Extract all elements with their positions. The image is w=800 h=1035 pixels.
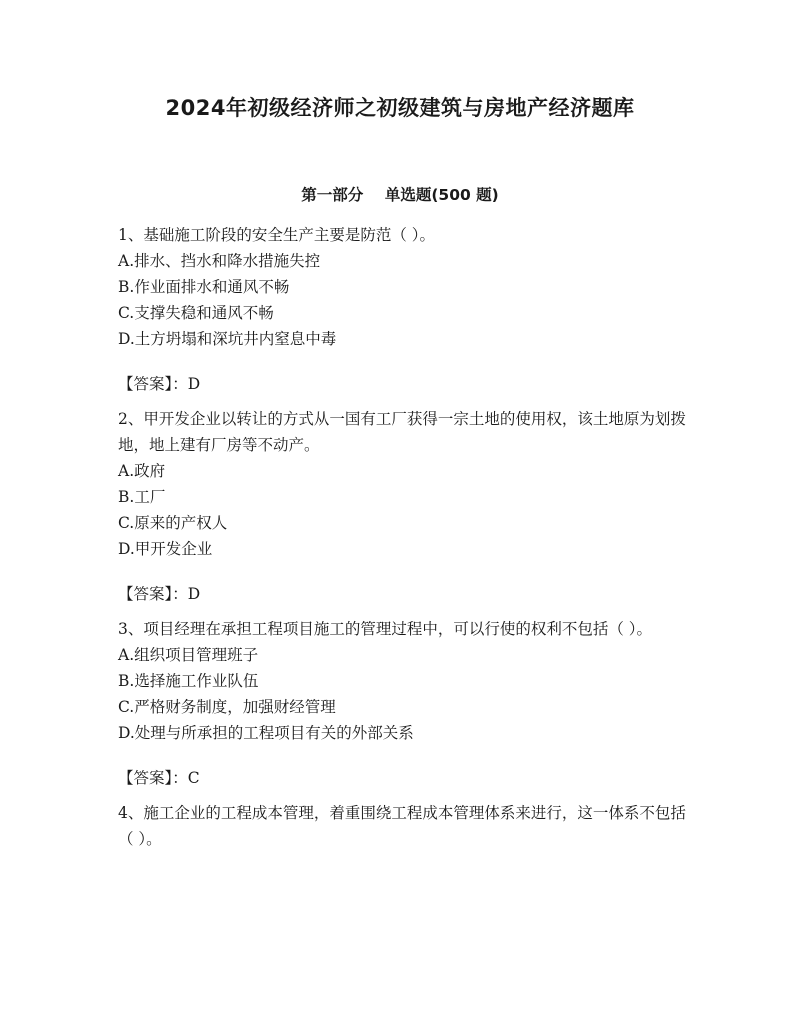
- question-option: A.排水、挡水和降水措施失控: [118, 252, 321, 270]
- question-item: [118, 800, 688, 852]
- question-stem: 1、基础施工阶段的安全生产主要是防范（ ）。: [118, 226, 436, 244]
- question-option: D.处理与所承担的工程项目有关的外部关系: [118, 724, 414, 742]
- question-item: [118, 406, 688, 607]
- answer-value: D: [187, 585, 201, 603]
- answer-value: D: [187, 375, 201, 393]
- question-stem: 4、施工企业的工程成本管理，着重围绕工程成本管理体系来进行，这一体系不包括（ ）。: [118, 804, 686, 848]
- question-option: C.支撑失稳和通风不畅: [118, 304, 274, 322]
- answer-line: [118, 765, 688, 791]
- question-option: A.组织项目管理班子: [118, 646, 259, 664]
- question-option: C.严格财务制度，加强财经管理: [118, 698, 336, 716]
- answer-value: C: [187, 769, 200, 787]
- answer-line: [118, 581, 688, 607]
- section-title: 第一部分 单选题(500 题): [301, 186, 499, 204]
- question-option: D.甲开发企业: [118, 540, 213, 558]
- question-item: [118, 222, 688, 397]
- question-option: A.政府: [118, 462, 166, 480]
- answer-label: 【答案】：: [118, 375, 188, 393]
- question-option: C.原来的产权人: [118, 514, 228, 532]
- question-list: [118, 222, 688, 852]
- question-option: B.工厂: [118, 488, 166, 506]
- document-title: 2024年初级经济师之初级建筑与房地产经济题库: [165, 96, 635, 120]
- answer-label: 【答案】：: [118, 769, 188, 787]
- question-option: B.作业面排水和通风不畅: [118, 278, 290, 296]
- question-option: D.土方坍塌和深坑井内窒息中毒: [118, 330, 337, 348]
- question-stem: 3、项目经理在承担工程项目施工的管理过程中，可以行使的权利不包括（ ）。: [118, 620, 653, 638]
- question-item: [118, 616, 688, 791]
- question-stem: 2、甲开发企业以转让的方式从一国有工厂获得一宗土地的使用权，该土地原为划拨地，地上建有厂房等不动产。: [118, 410, 686, 454]
- question-option: B.选择施工作业队伍: [118, 672, 259, 690]
- answer-label: 【答案】：: [118, 585, 188, 603]
- answer-line: [118, 371, 688, 397]
